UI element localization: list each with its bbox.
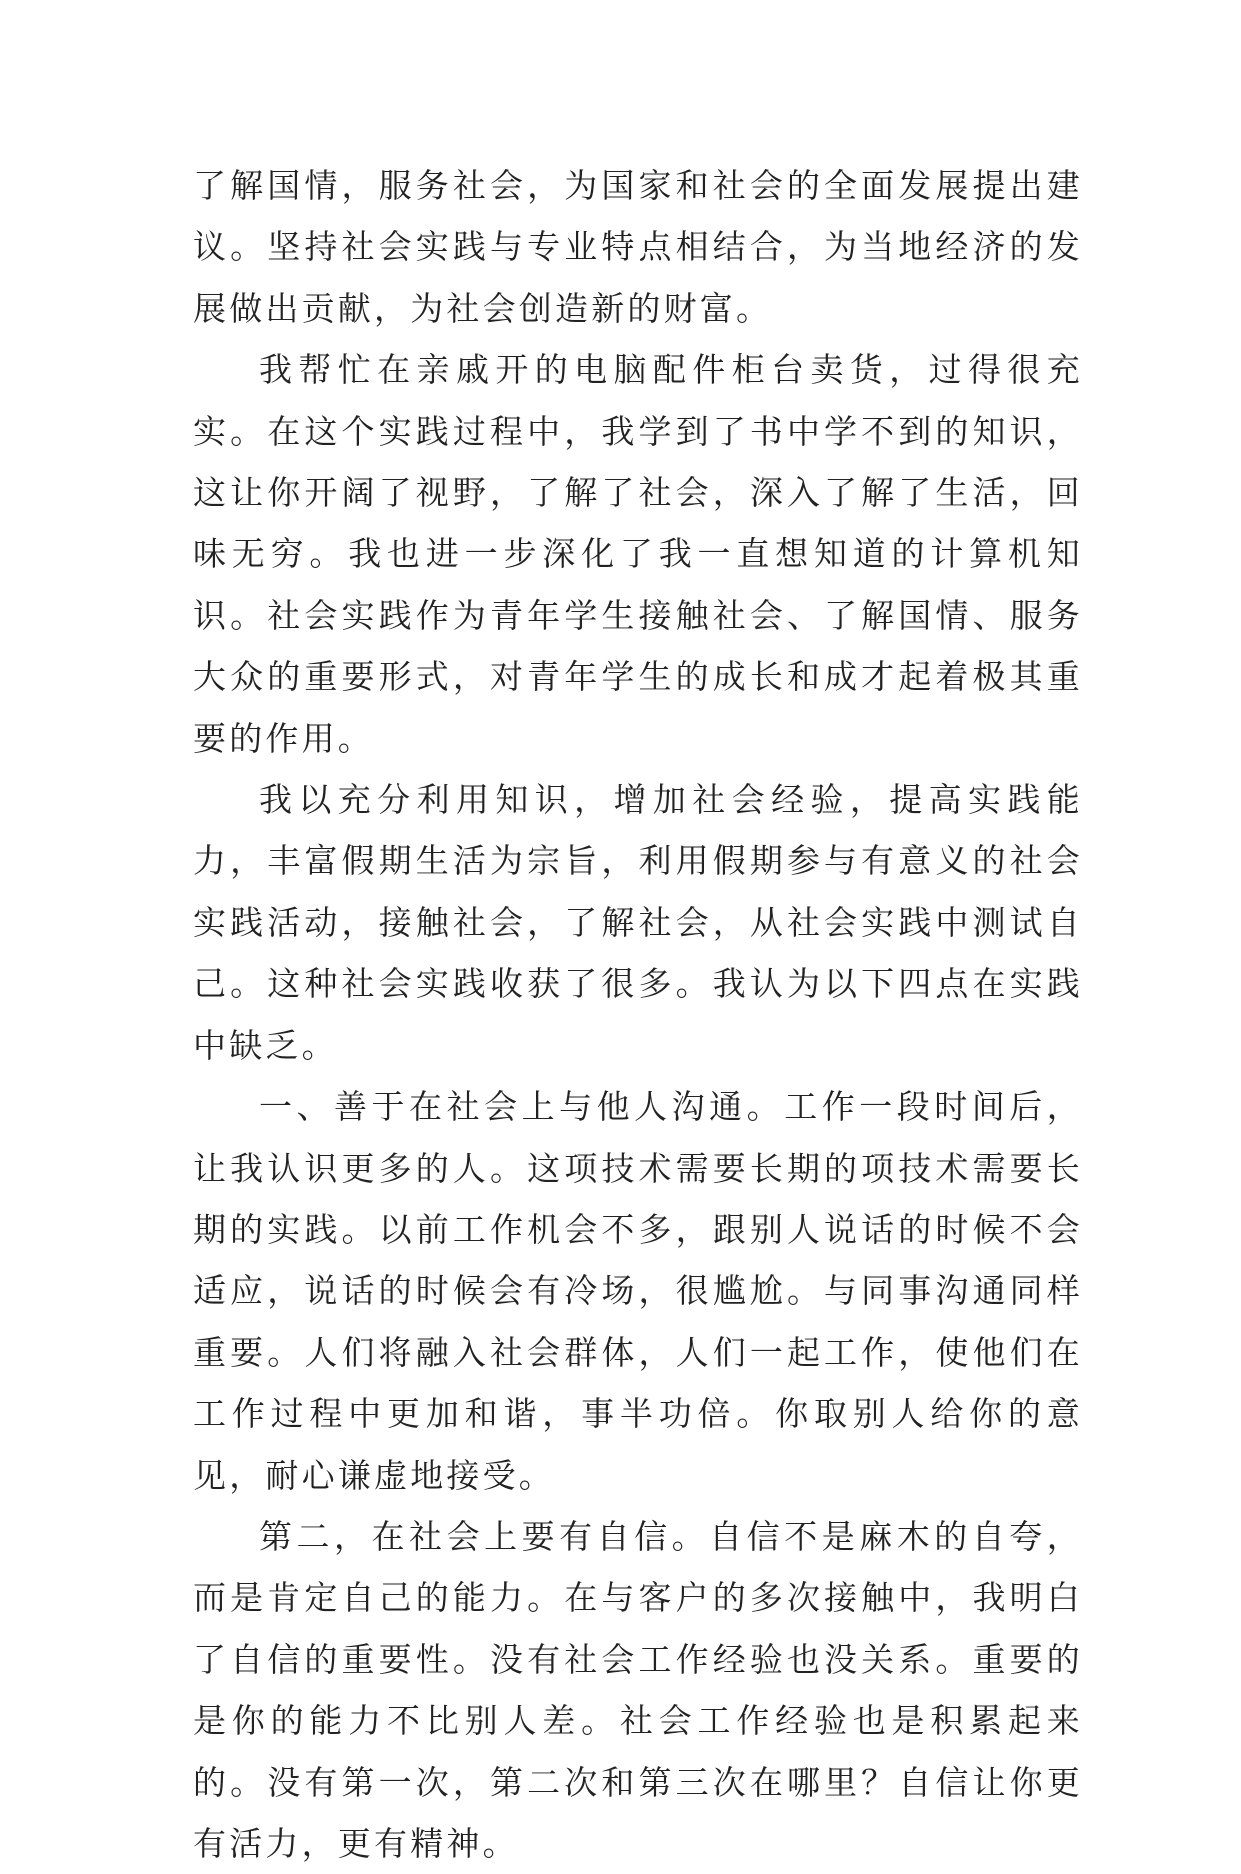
paragraph-3: 我以充分利用知识，增加社会经验，提高实践能力，丰富假期生活为宗旨，利用假期参与有意义的社会实践活动，接触社会，了解社会，从社会实践中测试自己。这种社会实践收获了很多。我认为以下四点在实践中缺乏。 bbox=[193, 780, 1083, 1065]
document-body bbox=[193, 155, 1083, 1874]
paragraph-5: 第二，在社会上要有自信。自信不是麻木的自夸，而是肯定自己的能力。在与客户的多次接触中，我明白了自信的重要性。没有社会工作经验也没关系。重要的是你的能力不比别人差。社会工作经验也是积累起来的。没有第一次，第二次和第三次在哪里？自信让你更有活力，更有精神。 bbox=[193, 1516, 1083, 1863]
paragraph-4: 一、善于在社会上与他人沟通。工作一段时间后，让我认识更多的人。这项技术需要长期的项技术需要长期的实践。以前工作机会不多，跟别人说话的时候不会适应，说话的时候会有冷场，很尴尬。与同事沟通同样重要。人们将融入社会群体，人们一起工作，使他们在工作过程中更加和谐，事半功倍。你取别人给你的意见，耐心谦虚地接受。 bbox=[193, 1087, 1083, 1495]
paragraph-1: 了解国情，服务社会，为国家和社会的全面发展提出建议。坚持社会实践与专业特点相结合，为当地经济的发展做出贡献，为社会创造新的财富。 bbox=[193, 166, 1083, 328]
paragraph-2: 我帮忙在亲戚开的电脑配件柜台卖货，过得很充实。在这个实践过程中，我学到了书中学不到的知识，这让你开阔了视野，了解了社会，深入了解了生活，回味无穷。我也进一步深化了我一直想知道的计算机知识。社会实践作为青年学生接触社会、了解国情、服务大众的重要形式，对青年学生的成长和成才起着极其重要的作用。 bbox=[193, 350, 1083, 758]
